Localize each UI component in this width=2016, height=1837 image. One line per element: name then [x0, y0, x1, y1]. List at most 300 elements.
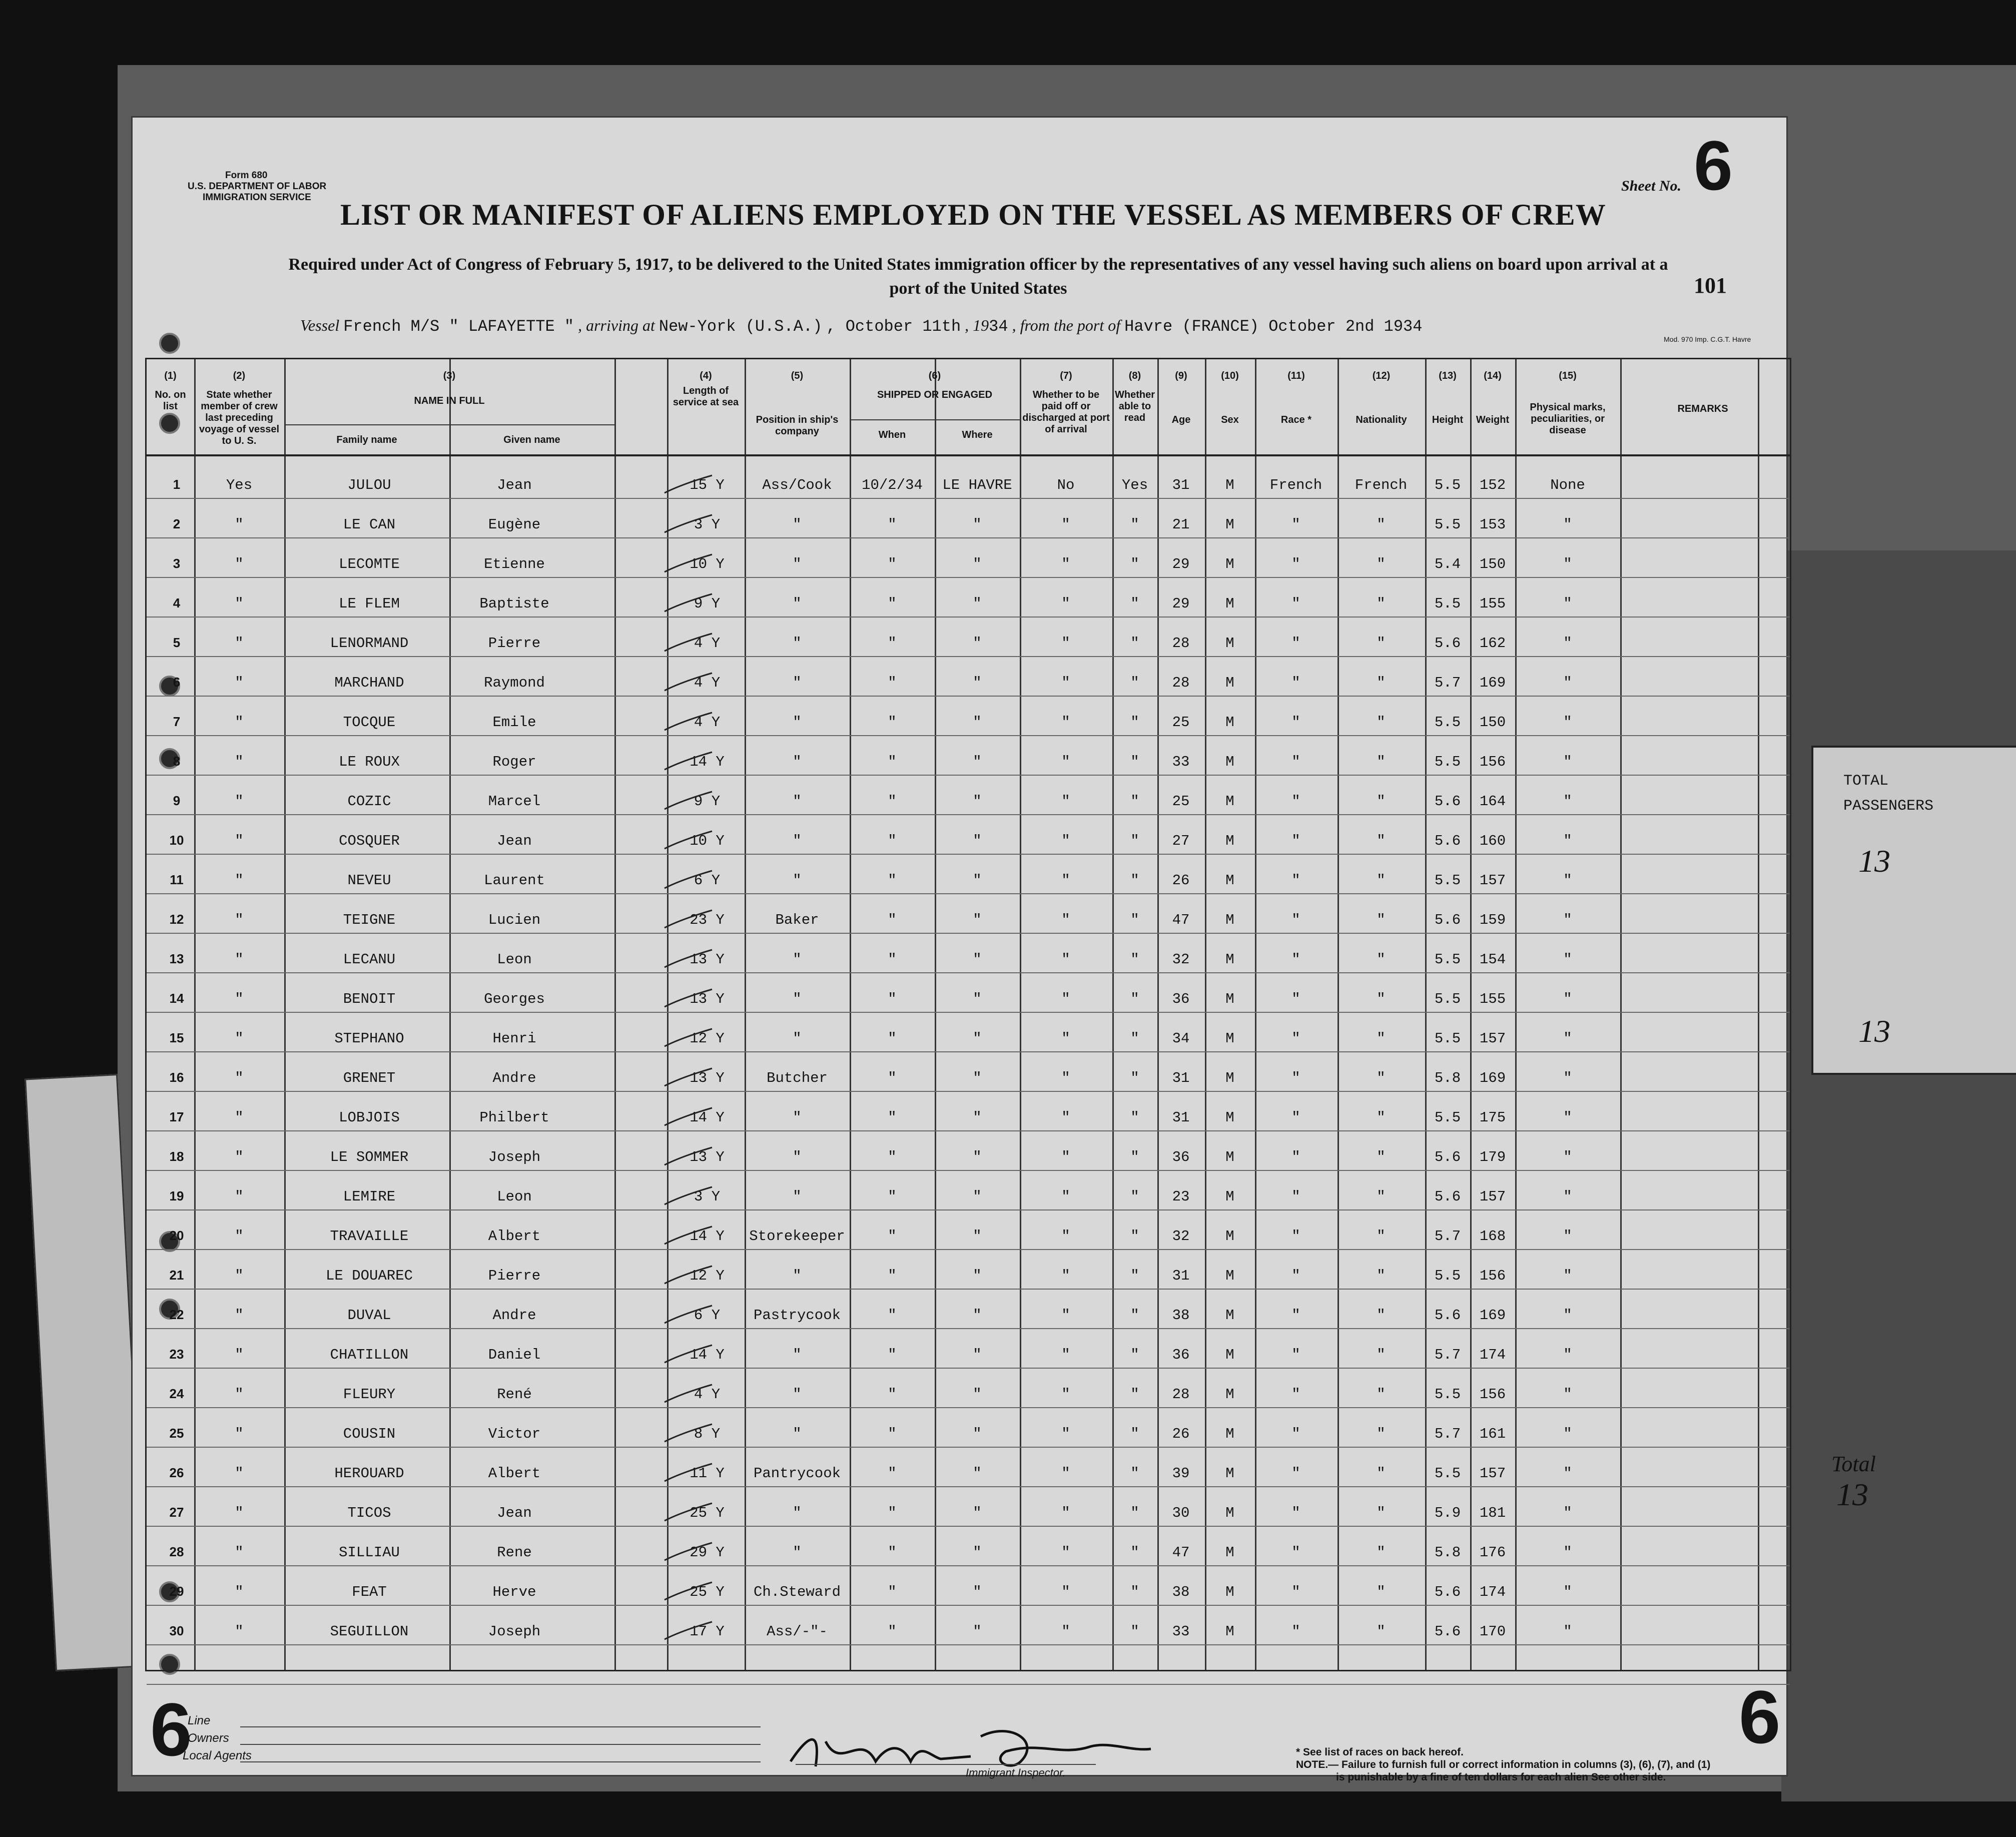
- cell-service: 4 Y: [694, 635, 721, 652]
- cell-sex: M: [1225, 635, 1234, 652]
- footer-line-label: Line: [188, 1714, 211, 1727]
- column-rule: [1470, 359, 1472, 1670]
- cell-when: ": [888, 912, 897, 928]
- cell-sex: M: [1225, 556, 1234, 572]
- cell-age: 32: [1172, 951, 1190, 968]
- cell-family: LECANU: [343, 951, 396, 968]
- cell-nat: ": [1377, 516, 1386, 533]
- requirement-line-2: port of the United States: [889, 279, 1067, 298]
- sheet-number-bottom-right: 6: [1739, 1675, 1781, 1759]
- reference-number: 101: [1694, 273, 1727, 298]
- cell-sex: M: [1225, 1228, 1234, 1245]
- cell-where: ": [973, 951, 982, 968]
- cell-nat: ": [1377, 833, 1386, 849]
- cell-marks: ": [1563, 1030, 1572, 1047]
- row-rule: [147, 1289, 1790, 1290]
- col-5-header: Position in ship's company: [756, 414, 839, 437]
- cell-no: 3: [173, 556, 181, 571]
- cell-height: 5.6: [1434, 1584, 1461, 1600]
- cell-prev: ": [235, 1149, 244, 1165]
- cell-read: ": [1130, 595, 1139, 612]
- col-15-number: (15): [1559, 370, 1577, 381]
- cell-where: ": [973, 635, 982, 652]
- check-mark: [662, 1501, 717, 1526]
- cell-no: 25: [169, 1426, 184, 1441]
- row-rule: [147, 1012, 1790, 1013]
- cell-position: Storekeeper: [749, 1228, 845, 1245]
- cell-read: ": [1130, 1149, 1139, 1165]
- check-mark: [662, 1540, 717, 1565]
- cell-when: ": [888, 635, 897, 652]
- cell-given: Baptiste: [479, 595, 549, 612]
- cell-marks: ": [1563, 1584, 1572, 1600]
- cell-given: Emile: [492, 714, 536, 731]
- cell-where: ": [973, 1347, 982, 1363]
- cell-race: French: [1269, 477, 1322, 493]
- cell-age: 47: [1172, 912, 1190, 928]
- cell-family: MARCHAND: [334, 675, 404, 691]
- cell-where: ": [973, 991, 982, 1007]
- cell-race: ": [1291, 1623, 1300, 1640]
- cell-read: ": [1130, 516, 1139, 533]
- cell-height: 5.5: [1434, 1386, 1461, 1403]
- cell-paid: ": [1061, 1426, 1070, 1442]
- cell-read: ": [1130, 951, 1139, 968]
- cell-height: 5.5: [1434, 714, 1461, 731]
- col-3b-header: Given name: [503, 434, 560, 445]
- cell-given: Daniel: [488, 1347, 541, 1363]
- cell-weight: 153: [1479, 516, 1506, 533]
- cell-family: COSQUER: [339, 833, 400, 849]
- page-title: LIST OR MANIFEST OF ALIENS EMPLOYED ON THE VESSEL AS MEMBERS OF CREW: [340, 198, 1606, 231]
- cell-where: ": [973, 1505, 982, 1521]
- row-rule: [147, 1447, 1790, 1448]
- cell-given: Raymond: [484, 675, 545, 691]
- cell-where: LE HAVRE: [942, 477, 1012, 493]
- cell-service: 13 Y: [690, 951, 725, 968]
- cell-height: 5.6: [1434, 833, 1461, 849]
- cell-where: ": [973, 1426, 982, 1442]
- cell-nat: ": [1377, 1623, 1386, 1640]
- cell-family: HEROUARD: [334, 1465, 404, 1482]
- row-rule: [147, 1486, 1790, 1487]
- requirement-text: [190, 253, 1766, 301]
- cell-weight: 156: [1479, 1386, 1506, 1403]
- cell-when: ": [888, 1268, 897, 1284]
- row-rule: [147, 656, 1790, 657]
- row-rule: [147, 1130, 1790, 1131]
- cell-sex: M: [1225, 1347, 1234, 1363]
- cell-paid: ": [1061, 1307, 1070, 1324]
- cell-when: ": [888, 793, 897, 810]
- cell-weight: 169: [1479, 1070, 1506, 1086]
- cell-nat: ": [1377, 912, 1386, 928]
- cell-height: 5.6: [1434, 1188, 1461, 1205]
- cell-family: BENOIT: [343, 991, 396, 1007]
- vessel-name: French M/S " LAFAYETTE ": [343, 317, 574, 336]
- cell-prev: ": [235, 595, 244, 612]
- cell-service: 14 Y: [690, 1347, 725, 1363]
- row-rule: [147, 1091, 1790, 1092]
- cell-position: ": [793, 516, 802, 533]
- cell-paid: ": [1061, 793, 1070, 810]
- cell-given: Eugène: [488, 516, 541, 533]
- check-mark: [662, 1224, 717, 1249]
- col-8-header: Whether able to read: [1115, 389, 1155, 423]
- cell-prev: ": [235, 951, 244, 968]
- row-rule: [147, 577, 1790, 578]
- cell-marks: ": [1563, 1307, 1572, 1324]
- cell-prev: ": [235, 872, 244, 889]
- cell-weight: 176: [1479, 1544, 1506, 1561]
- cell-position: ": [793, 1386, 802, 1403]
- cell-read: ": [1130, 1505, 1139, 1521]
- cell-paid: ": [1061, 1505, 1070, 1521]
- cell-age: 28: [1172, 635, 1190, 652]
- cell-race: ": [1291, 1505, 1300, 1521]
- cell-nat: ": [1377, 951, 1386, 968]
- cell-race: ": [1291, 1188, 1300, 1205]
- cell-service: 11 Y: [690, 1465, 725, 1482]
- cell-read: ": [1130, 754, 1139, 770]
- cell-race: ": [1291, 1070, 1300, 1086]
- cell-given: Andre: [492, 1307, 536, 1324]
- cell-position: ": [793, 675, 802, 691]
- cell-marks: ": [1563, 675, 1572, 691]
- cell-read: ": [1130, 1544, 1139, 1561]
- cell-marks: ": [1563, 714, 1572, 731]
- cell-given: Lucien: [488, 912, 541, 928]
- right-attached-sheet: [1781, 550, 2016, 1801]
- row-rule: [147, 1368, 1790, 1369]
- cell-position: ": [793, 595, 802, 612]
- column-rule: [935, 359, 936, 1670]
- cell-prev: ": [235, 1188, 244, 1205]
- cell-race: ": [1291, 1386, 1300, 1403]
- cell-given: Henri: [492, 1030, 536, 1047]
- footnote-races: * See list of races on back hereof.: [1296, 1746, 1464, 1758]
- cell-age: 28: [1172, 1386, 1190, 1403]
- column-rule: [1515, 359, 1517, 1670]
- col-3a-header: Family name: [336, 434, 397, 445]
- cell-service: 10 Y: [690, 833, 725, 849]
- cell-read: ": [1130, 675, 1139, 691]
- cell-weight: 175: [1479, 1109, 1506, 1126]
- cell-where: ": [973, 1465, 982, 1482]
- side-tally-tab: [1811, 746, 2016, 1075]
- cell-marks: ": [1563, 1347, 1572, 1363]
- cell-service: 13 Y: [690, 1070, 725, 1086]
- cell-where: ": [973, 754, 982, 770]
- cell-paid: No: [1057, 477, 1075, 493]
- cell-nat: ": [1377, 1149, 1386, 1165]
- cell-read: ": [1130, 1623, 1139, 1640]
- cell-where: ": [973, 1544, 982, 1561]
- cell-given: Pierre: [488, 635, 541, 652]
- cell-race: ": [1291, 556, 1300, 572]
- cell-race: ": [1291, 714, 1300, 731]
- col-1-header: No. on list: [155, 389, 186, 412]
- check-mark: [662, 1026, 717, 1051]
- cell-marks: ": [1563, 833, 1572, 849]
- cell-when: ": [888, 595, 897, 612]
- cell-paid: ": [1061, 833, 1070, 849]
- cell-weight: 160: [1479, 833, 1506, 849]
- cell-marks: ": [1563, 635, 1572, 652]
- form-department: U.S. DEPARTMENT OF LABOR: [188, 181, 327, 192]
- check-mark: [662, 1184, 717, 1209]
- cell-weight: 174: [1479, 1584, 1506, 1600]
- cell-family: LENORMAND: [330, 635, 409, 652]
- cell-paid: ": [1061, 1584, 1070, 1600]
- cell-prev: ": [235, 556, 244, 572]
- column-rule: [1620, 359, 1622, 1670]
- cell-when: ": [888, 951, 897, 968]
- cell-service: 13 Y: [690, 991, 725, 1007]
- cell-age: 36: [1172, 991, 1190, 1007]
- col-15-header: Physical marks, peculiarities, or disease: [1530, 402, 1606, 436]
- cell-prev: ": [235, 1465, 244, 1482]
- cell-sex: M: [1225, 872, 1234, 889]
- column-rule: [1112, 359, 1114, 1670]
- cell-no: 10: [169, 833, 184, 848]
- cell-weight: 155: [1479, 991, 1506, 1007]
- column-rule: [745, 359, 746, 1670]
- cell-prev: ": [235, 793, 244, 810]
- cell-height: 5.7: [1434, 675, 1461, 691]
- cell-no: 28: [169, 1544, 184, 1559]
- footer-agents-label: Local Agents: [183, 1749, 252, 1762]
- cell-position: ": [793, 1268, 802, 1284]
- cell-marks: ": [1563, 1070, 1572, 1086]
- cell-service: 4 Y: [694, 675, 721, 691]
- cell-paid: ": [1061, 872, 1070, 889]
- row-rule: [147, 617, 1790, 618]
- cell-race: ": [1291, 1347, 1300, 1363]
- column-rule: [1425, 359, 1427, 1670]
- cell-prev: ": [235, 635, 244, 652]
- cell-read: ": [1130, 635, 1139, 652]
- cell-no: 5: [173, 635, 181, 650]
- cell-race: ": [1291, 1228, 1300, 1245]
- cell-given: Marcel: [488, 793, 541, 810]
- cell-service: 13 Y: [690, 1149, 725, 1165]
- cell-given: Albert: [488, 1228, 541, 1245]
- cell-no: 26: [169, 1465, 184, 1480]
- check-mark: [662, 591, 717, 617]
- cell-marks: ": [1563, 1149, 1572, 1165]
- col-2-header: State whether member of crew last preceding voyage of vessel to U. S.: [199, 389, 280, 446]
- cell-no: 15: [169, 1030, 184, 1045]
- cell-service: 9 Y: [694, 793, 721, 810]
- cell-nat: ": [1377, 793, 1386, 810]
- cell-read: ": [1130, 1070, 1139, 1086]
- cell-prev: ": [235, 1268, 244, 1284]
- check-mark: [662, 671, 717, 696]
- cell-when: 10/2/34: [862, 477, 923, 493]
- cell-family: GRENET: [343, 1070, 396, 1086]
- cell-given: Jean: [497, 833, 532, 849]
- cell-marks: ": [1563, 595, 1572, 612]
- cell-family: LE CAN: [343, 516, 396, 533]
- cell-sex: M: [1225, 951, 1234, 968]
- cell-weight: 181: [1479, 1505, 1506, 1521]
- cell-no: 13: [169, 951, 184, 966]
- col-8-number: (8): [1128, 370, 1141, 381]
- cell-race: ": [1291, 991, 1300, 1007]
- cell-given: Leon: [497, 1188, 532, 1205]
- footnote-penalty-cont: is punishable by a fine of ten dollars for each alien See other side.: [1336, 1771, 1666, 1783]
- column-rule: [1337, 359, 1339, 1670]
- cell-no: 7: [173, 714, 181, 729]
- column-rule: [1157, 359, 1159, 1670]
- cell-family: FEAT: [352, 1584, 387, 1600]
- cell-service: 12 Y: [690, 1268, 725, 1284]
- sheet-number-label: Sheet No.: [1621, 178, 1681, 194]
- cell-height: 5.8: [1434, 1070, 1461, 1086]
- cell-height: 5.5: [1434, 991, 1461, 1007]
- cell-read: ": [1130, 1188, 1139, 1205]
- cell-race: ": [1291, 635, 1300, 652]
- cell-race: ": [1291, 1030, 1300, 1047]
- cell-where: ": [973, 1149, 982, 1165]
- cell-weight: 170: [1479, 1623, 1506, 1640]
- cell-no: 17: [169, 1109, 184, 1124]
- cell-family: NEVEU: [347, 872, 391, 889]
- cell-paid: ": [1061, 1465, 1070, 1482]
- cell-family: LE ROUX: [339, 754, 400, 770]
- cell-sex: M: [1225, 1465, 1234, 1482]
- cell-service: 4 Y: [694, 714, 721, 731]
- check-mark: [662, 1303, 717, 1328]
- row-rule: [147, 498, 1790, 499]
- cell-when: ": [888, 1584, 897, 1600]
- cell-read: ": [1130, 833, 1139, 849]
- header-bottom-rule: [147, 454, 1790, 456]
- cell-given: Victor: [488, 1426, 541, 1442]
- cell-position: ": [793, 1544, 802, 1561]
- cell-position: ": [793, 951, 802, 968]
- cell-family: DUVAL: [347, 1307, 391, 1324]
- cell-prev: ": [235, 1347, 244, 1363]
- side-tab-value-bottom: 13: [1858, 1013, 1890, 1049]
- cell-where: ": [973, 872, 982, 889]
- cell-age: 36: [1172, 1149, 1190, 1165]
- cell-service: 3 Y: [694, 1188, 721, 1205]
- cell-age: 25: [1172, 793, 1190, 810]
- cell-nat: ": [1377, 595, 1386, 612]
- check-mark: [662, 987, 717, 1012]
- from-port-label: , from the port of: [1012, 316, 1121, 334]
- cell-nat: ": [1377, 1584, 1386, 1600]
- cell-when: ": [888, 1544, 897, 1561]
- cell-family: STEPHANO: [334, 1030, 404, 1047]
- cell-read: ": [1130, 1030, 1139, 1047]
- cell-read: ": [1130, 1426, 1139, 1442]
- cell-sex: M: [1225, 1307, 1234, 1324]
- cell-service: 23 Y: [690, 912, 725, 928]
- cell-position: ": [793, 635, 802, 652]
- cell-age: 36: [1172, 1347, 1190, 1363]
- cell-where: ": [973, 1070, 982, 1086]
- check-mark: [662, 947, 717, 972]
- row-rule: [147, 893, 1790, 894]
- row-rule: [147, 1526, 1790, 1527]
- cell-where: ": [973, 1623, 982, 1640]
- cell-sex: M: [1225, 516, 1234, 533]
- col-6-number: (6): [928, 370, 941, 381]
- cell-marks: ": [1563, 1109, 1572, 1126]
- check-mark: [662, 1066, 717, 1091]
- cell-family: LE SOMMER: [330, 1149, 409, 1165]
- row-rule: [147, 775, 1790, 776]
- cell-where: ": [973, 1030, 982, 1047]
- cell-sex: M: [1225, 1070, 1234, 1086]
- cell-sex: M: [1225, 754, 1234, 770]
- cell-paid: ": [1061, 1109, 1070, 1126]
- cell-nat: ": [1377, 1307, 1386, 1324]
- check-mark: [662, 829, 717, 854]
- cell-no: 29: [169, 1584, 184, 1599]
- cell-position: Ch.Steward: [753, 1584, 841, 1600]
- cell-read: ": [1130, 1386, 1139, 1403]
- cell-nat: ": [1377, 1070, 1386, 1086]
- cell-marks: ": [1563, 556, 1572, 572]
- column-rule: [850, 359, 851, 1670]
- cell-paid: ": [1061, 1268, 1070, 1284]
- cell-weight: 150: [1479, 714, 1506, 731]
- cell-no: 18: [169, 1149, 184, 1164]
- cell-marks: ": [1563, 754, 1572, 770]
- cell-family: CHATILLON: [330, 1347, 409, 1363]
- cell-weight: 169: [1479, 1307, 1506, 1324]
- check-mark: [662, 1382, 717, 1407]
- cell-no: 19: [169, 1188, 184, 1203]
- col-13-header: Height: [1432, 414, 1464, 425]
- cell-no: 16: [169, 1070, 184, 1085]
- cell-prev: ": [235, 912, 244, 928]
- cell-sex: M: [1225, 1386, 1234, 1403]
- cell-when: ": [888, 754, 897, 770]
- col-14-header: Weight: [1476, 414, 1510, 425]
- cell-prev: ": [235, 833, 244, 849]
- cell-when: ": [888, 1386, 897, 1403]
- cell-paid: ": [1061, 951, 1070, 968]
- cell-read: ": [1130, 991, 1139, 1007]
- cell-height: 5.5: [1434, 1268, 1461, 1284]
- column-rule: [449, 359, 451, 1670]
- cell-sex: M: [1225, 595, 1234, 612]
- cell-age: 26: [1172, 872, 1190, 889]
- cell-position: ": [793, 1347, 802, 1363]
- cell-paid: ": [1061, 1149, 1070, 1165]
- footer-owners-rule: [240, 1744, 761, 1745]
- cell-position: Butcher: [767, 1070, 828, 1086]
- cell-age: 25: [1172, 714, 1190, 731]
- cell-sex: M: [1225, 793, 1234, 810]
- cell-prev: ": [235, 1426, 244, 1442]
- cell-sex: M: [1225, 833, 1234, 849]
- crew-manifest-table: [145, 358, 1791, 1671]
- cell-when: ": [888, 516, 897, 533]
- footer-line-rule: [240, 1726, 761, 1727]
- cell-position: ": [793, 1109, 802, 1126]
- cell-where: ": [973, 675, 982, 691]
- column-rule: [1758, 359, 1759, 1670]
- cell-read: ": [1130, 1347, 1139, 1363]
- cell-prev: ": [235, 1307, 244, 1324]
- cell-height: 5.5: [1434, 477, 1461, 493]
